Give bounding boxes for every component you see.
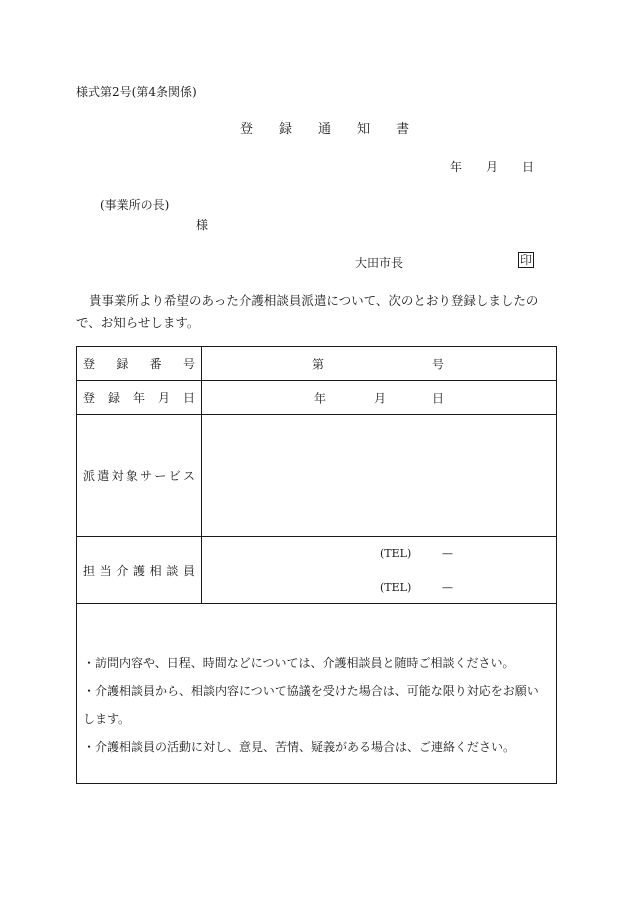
date-line [450,160,534,174]
notes-list [77,627,556,761]
reg-day: 日 [432,391,445,405]
table-row-notes [77,604,557,784]
title-char: 知 [357,122,371,137]
date-year: 年 [450,160,463,174]
label-registration-date: 登録年月日 [77,381,202,415]
label-target-service: 派遣対象サービス [77,415,202,537]
notes-cell [77,604,557,784]
value-counselor [202,537,557,604]
recipient-label: (事業所の長) [100,198,170,212]
label-counselor: 担当介護相談員 [77,537,202,604]
title-char: 録 [279,122,293,137]
value-registration-number [202,347,557,381]
intro-text: 貴事業所より希望のあった介護相談員派遣について、次のとおり登録しましたので、お知らせします。 [76,293,539,330]
title-char: 書 [396,122,410,137]
number-suffix: 号 [432,357,445,371]
tel-label-2: (TEL) [380,581,412,594]
registration-table [76,346,557,784]
table-row-target-service [77,415,557,537]
form-number: 様式第2号(第4条関係) [76,85,197,99]
title-char: 登 [240,122,254,137]
note-item: ・介護相談員から、相談内容について協議を受けた場合は、可能な限り対応をお願いします。 [83,683,539,726]
value-registration-date [202,381,557,415]
date-day: 日 [522,160,535,174]
table-row-registration-date [77,381,557,415]
tel-dash-1: — [442,547,453,560]
tel-label-1: (TEL) [380,547,412,560]
table-row-registration-number [77,347,557,381]
reg-year: 年 [314,391,327,405]
issuer-name: 大田市長 [355,256,404,270]
date-month: 月 [486,160,499,174]
seal-mark: 印 [519,253,532,267]
table-row-counselor [77,537,557,604]
label-registration-number: 登録番号 [77,347,202,381]
recipient-honorific: 様 [196,218,209,232]
note-item: ・介護相談員の活動に対し、意見、苦情、疑義がある場合は、ご連絡ください。 [83,739,516,754]
number-prefix: 第 [312,357,325,371]
title-char: 通 [318,122,332,137]
note-item: ・訪問内容や、日程、時間などについては、介護相談員と随時ご相談ください。 [83,655,515,670]
value-target-service [202,415,557,537]
tel-dash-2: — [442,581,453,594]
reg-month: 月 [374,391,387,405]
document-title [240,122,409,137]
